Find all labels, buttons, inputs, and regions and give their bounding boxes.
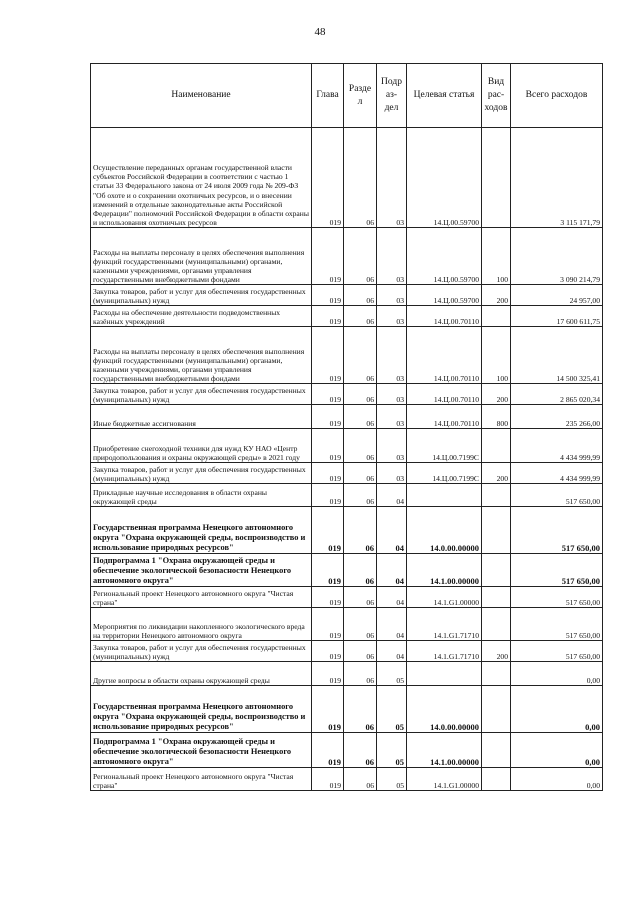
row-vid: 200 <box>482 384 511 405</box>
row-podrazdel: 03 <box>377 405 407 429</box>
row-podrazdel: 04 <box>377 587 407 608</box>
row-vid <box>482 306 511 327</box>
table-row <box>91 587 603 608</box>
row-vid <box>482 686 511 733</box>
budget-table <box>90 63 603 791</box>
row-name: Закупка товаров, работ и услуг для обеспечения государственных (муниципальных) нужд <box>91 641 312 662</box>
row-razdel: 06 <box>344 662 377 686</box>
header-total: Всего расходов <box>511 64 603 128</box>
row-podrazdel: 04 <box>377 554 407 587</box>
row-total: 517 650,00 <box>511 641 603 662</box>
row-podrazdel: 05 <box>377 686 407 733</box>
row-podrazdel: 04 <box>377 608 407 641</box>
row-name: Государственная программа Ненецкого автономного округа "Охрана окружающей среды, воспроизводство и использование природных ресурсов" <box>91 686 312 733</box>
row-vid: 200 <box>482 285 511 306</box>
row-total: 0,00 <box>511 733 603 768</box>
table-row <box>91 463 603 484</box>
row-glava: 019 <box>312 507 344 554</box>
header-glava: Глава <box>312 64 344 128</box>
row-vid <box>482 507 511 554</box>
table-row <box>91 285 603 306</box>
table-row-program <box>91 507 603 554</box>
row-total: 4 434 999,99 <box>511 429 603 463</box>
row-razdel: 06 <box>344 405 377 429</box>
row-podrazdel: 03 <box>377 128 407 228</box>
row-vid: 100 <box>482 327 511 384</box>
row-razdel: 06 <box>344 554 377 587</box>
header-razdel: Разде л <box>344 64 377 128</box>
row-target: 14.0.00.00000 <box>407 686 482 733</box>
row-razdel: 06 <box>344 484 377 507</box>
row-target: 14.Ц.00.70110 <box>407 327 482 384</box>
row-podrazdel: 03 <box>377 463 407 484</box>
row-glava: 019 <box>312 686 344 733</box>
row-name: Закупка товаров, работ и услуг для обеспечения государственных (муниципальных) нужд <box>91 384 312 405</box>
row-glava: 019 <box>312 228 344 285</box>
row-total: 517 650,00 <box>511 608 603 641</box>
row-glava: 019 <box>312 662 344 686</box>
row-target: 14.Ц.00.7199С <box>407 429 482 463</box>
row-vid: 200 <box>482 463 511 484</box>
table-row-subprogram <box>91 554 603 587</box>
row-podrazdel: 04 <box>377 641 407 662</box>
row-razdel: 06 <box>344 733 377 768</box>
row-total: 2 865 020,34 <box>511 384 603 405</box>
row-target: 14.1.G1.00000 <box>407 768 482 791</box>
row-total: 517 650,00 <box>511 507 603 554</box>
row-vid <box>482 768 511 791</box>
row-vid <box>482 128 511 228</box>
row-razdel: 06 <box>344 641 377 662</box>
row-name: Региональный проект Ненецкого автономного округа "Чистая страна" <box>91 768 312 791</box>
row-glava: 019 <box>312 285 344 306</box>
row-target <box>407 662 482 686</box>
table-header-row <box>91 64 603 128</box>
row-razdel: 06 <box>344 608 377 641</box>
row-glava: 019 <box>312 484 344 507</box>
row-total: 0,00 <box>511 662 603 686</box>
row-total: 3 090 214,79 <box>511 228 603 285</box>
row-target: 14.1.G1.71710 <box>407 608 482 641</box>
header-vid: Вид рас- ходов <box>482 64 511 128</box>
row-podrazdel: 04 <box>377 484 407 507</box>
row-name: Расходы на выплаты персоналу в целях обеспечения выполнения функций государственными (муниципальными) органами, казенными учреждениями, органами управления государственными внебюджетными фондами <box>91 228 312 285</box>
row-total: 235 266,00 <box>511 405 603 429</box>
row-name: Подпрограмма 1 "Охрана окружающей среды и обеспечение экологической безопасности Ненецкого автономного округа" <box>91 554 312 587</box>
row-target: 14.0.00.00000 <box>407 507 482 554</box>
table-row <box>91 327 603 384</box>
row-target: 14.Ц.00.7199С <box>407 463 482 484</box>
row-vid: 200 <box>482 641 511 662</box>
table-row <box>91 662 603 686</box>
row-target: 14.1.00.00000 <box>407 554 482 587</box>
row-name: Иные бюджетные ассигнования <box>91 405 312 429</box>
row-glava: 019 <box>312 405 344 429</box>
table-row <box>91 641 603 662</box>
row-glava: 019 <box>312 429 344 463</box>
row-podrazdel: 05 <box>377 662 407 686</box>
row-target: 14.1.G1.71710 <box>407 641 482 662</box>
row-vid <box>482 554 511 587</box>
row-target: 14.1.G1.00000 <box>407 587 482 608</box>
row-podrazdel: 05 <box>377 768 407 791</box>
row-target: 14.Ц.00.70110 <box>407 405 482 429</box>
row-glava: 019 <box>312 306 344 327</box>
row-target: 14.Ц.00.59700 <box>407 128 482 228</box>
header-name: Наименование <box>91 64 312 128</box>
row-razdel: 06 <box>344 327 377 384</box>
row-glava: 019 <box>312 587 344 608</box>
row-name: Закупка товаров, работ и услуг для обеспечения государственных (муниципальных) нужд <box>91 285 312 306</box>
row-glava: 019 <box>312 641 344 662</box>
table-row-program <box>91 686 603 733</box>
row-podrazdel: 03 <box>377 285 407 306</box>
row-glava: 019 <box>312 733 344 768</box>
table-row <box>91 484 603 507</box>
row-razdel: 06 <box>344 587 377 608</box>
row-razdel: 06 <box>344 768 377 791</box>
row-podrazdel: 04 <box>377 507 407 554</box>
row-glava: 019 <box>312 128 344 228</box>
row-name: Расходы на обеспечение деятельности подведомственных казённых учреждений <box>91 306 312 327</box>
row-podrazdel: 03 <box>377 228 407 285</box>
row-total: 17 600 611,75 <box>511 306 603 327</box>
row-razdel: 06 <box>344 507 377 554</box>
table-row <box>91 768 603 791</box>
row-razdel: 06 <box>344 128 377 228</box>
row-total: 0,00 <box>511 686 603 733</box>
row-vid <box>482 429 511 463</box>
row-vid <box>482 662 511 686</box>
row-name: Подпрограмма 1 "Охрана окружающей среды и обеспечение экологической безопасности Ненецкого автономного округа" <box>91 733 312 768</box>
row-total: 517 650,00 <box>511 587 603 608</box>
table-row <box>91 306 603 327</box>
row-total: 3 115 171,79 <box>511 128 603 228</box>
row-name: Осуществление переданных органам государственной власти субъектов Российской Федерации в соответствии с частью 1 статьи 33 Федерального закона от 24 июля 2009 года № 209-ФЗ "Об охоте и о сохранении охотничьих ресурсов, и о внесении изменений в отдельные законодательные акты Российской Федерации" полномочий Российской Федерации в области охраны и использования охотничьих ресурсов <box>91 128 312 228</box>
table-row <box>91 128 603 228</box>
row-podrazdel: 03 <box>377 327 407 384</box>
row-target <box>407 484 482 507</box>
table-row <box>91 405 603 429</box>
page-number: 48 <box>314 26 326 38</box>
row-total: 517 650,00 <box>511 484 603 507</box>
header-target: Целевая статья <box>407 64 482 128</box>
row-vid <box>482 587 511 608</box>
row-total: 0,00 <box>511 768 603 791</box>
row-podrazdel: 03 <box>377 306 407 327</box>
table-row <box>91 608 603 641</box>
row-razdel: 06 <box>344 463 377 484</box>
row-glava: 019 <box>312 554 344 587</box>
row-vid: 800 <box>482 405 511 429</box>
row-glava: 019 <box>312 768 344 791</box>
row-podrazdel: 05 <box>377 733 407 768</box>
row-glava: 019 <box>312 327 344 384</box>
table-row <box>91 384 603 405</box>
table-row <box>91 228 603 285</box>
row-name: Мероприятия по ликвидации накопленного экологического вреда на территории Ненецкого автономного округа <box>91 608 312 641</box>
row-podrazdel: 03 <box>377 429 407 463</box>
row-razdel: 06 <box>344 686 377 733</box>
header-podrazdel: Подр аз- дел <box>377 64 407 128</box>
row-total: 4 434 999,99 <box>511 463 603 484</box>
row-razdel: 06 <box>344 429 377 463</box>
row-podrazdel: 03 <box>377 384 407 405</box>
row-razdel: 06 <box>344 285 377 306</box>
row-name: Государственная программа Ненецкого автономного округа "Охрана окружающей среды, воспроизводство и использование природных ресурсов" <box>91 507 312 554</box>
table-row <box>91 429 603 463</box>
row-glava: 019 <box>312 384 344 405</box>
row-target: 14.1.00.00000 <box>407 733 482 768</box>
row-name: Другие вопросы в области охраны окружающей среды <box>91 662 312 686</box>
table-row-subprogram <box>91 733 603 768</box>
row-name: Прикладные научные исследования в области охраны окружающей среды <box>91 484 312 507</box>
row-name: Региональный проект Ненецкого автономного округа "Чистая страна" <box>91 587 312 608</box>
row-target: 14.Ц.00.70110 <box>407 384 482 405</box>
row-name: Закупка товаров, работ и услуг для обеспечения государственных (муниципальных) нужд <box>91 463 312 484</box>
row-name: Приобретение снегоходной техники для нужд КУ НАО «Центр природопользования и охраны окружающей среды» в 2021 году <box>91 429 312 463</box>
row-target: 14.Ц.00.59700 <box>407 285 482 306</box>
row-razdel: 06 <box>344 228 377 285</box>
row-glava: 019 <box>312 463 344 484</box>
row-vid <box>482 733 511 768</box>
row-vid <box>482 484 511 507</box>
row-total: 517 650,00 <box>511 554 603 587</box>
row-name: Расходы на выплаты персоналу в целях обеспечения выполнения функций государственными (муниципальными) органами, казенными учреждениями, органами управления государственными внебюджетными фондами <box>91 327 312 384</box>
row-razdel: 06 <box>344 384 377 405</box>
row-total: 24 957,00 <box>511 285 603 306</box>
row-target: 14.Ц.00.59700 <box>407 228 482 285</box>
row-target: 14.Ц.00.70110 <box>407 306 482 327</box>
row-glava: 019 <box>312 608 344 641</box>
row-vid <box>482 608 511 641</box>
row-razdel: 06 <box>344 306 377 327</box>
row-total: 14 500 325,41 <box>511 327 603 384</box>
row-vid: 100 <box>482 228 511 285</box>
